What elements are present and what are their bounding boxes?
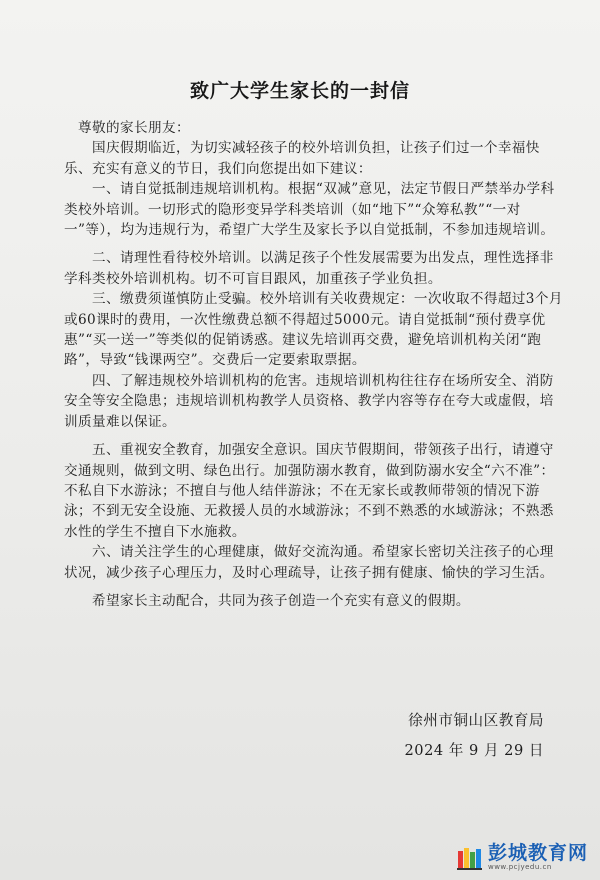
watermark-url: www.pcjyedu.cn <box>487 863 552 871</box>
letter-body <box>64 118 564 611</box>
paragraph-suggestion-2: 二、请理性看待校外培训。以满足孩子个性发展需要为出发点，理性选择非学科类校外培训机构。切不可盲目跟风，加重孩子学业负担。 <box>64 250 554 287</box>
letter-title: 致广大学生家长的一封信 <box>189 80 410 102</box>
paragraph-suggestion-6: 六、请关注学生的心理健康，做好交流沟通。希望家长密切关注孩子的心理状况，减少孩子心理压力，及时心理疏导，让孩子拥有健康、愉快的学习生活。 <box>64 544 554 581</box>
site-watermark <box>456 843 588 872</box>
paragraph-suggestion-1: 一、请自觉抵制违规培训机构。根据“双减”意见，法定节假日严禁举办学科类校外培训。一切形式的隐形变异学科类培训（如“地下”“众筹私教”“一对一”等），均为违规行为，希望广大学生及家长予以自觉抵制，不参加违规培训。 <box>64 181 555 239</box>
paragraph-gap <box>64 583 564 591</box>
salutation: 尊敬的家长朋友： <box>78 120 190 136</box>
paragraph-suggestion-3: 三、缴费须谨慎防止受骗。校外培训有关收费规定：一次收取不得超过3个月或60课时的费用，一次性缴费总额不得超过5000元。请自觉抵制“预付费享优惠”“买一送一”等类似的促销诱惑。建议先培训再交费，避免培训机构关闭“跑路”，导致“钱课两空”。交费后一定要索取票据。 <box>64 291 563 369</box>
paragraph-gap <box>64 432 564 440</box>
signature-organization: 徐州市铜山区教育局 <box>408 712 544 729</box>
paragraph-gap <box>64 240 564 248</box>
watermark-text-group <box>488 843 588 872</box>
paragraph-suggestion-5: 五、重视安全教育，加强安全意识。国庆节假期间，带领孩子出行，请遵守交通规则，做到文明、绿色出行。加强防溺水教育，做到防溺水安全“六不准”：不私自下水游泳；不擅自与他人结伴游泳；不在无家长或教师带领的情况下游泳；不到无安全设施、无救援人员的水域游泳；不到不熟悉的水域游泳；不熟悉水性的学生不擅自下水施救。 <box>64 442 555 540</box>
watermark-site-name: 彭城教育网 <box>487 842 588 864</box>
book-stack-icon <box>456 845 484 871</box>
signature-block <box>405 706 544 766</box>
paragraph-closing: 希望家长主动配合，共同为孩子创造一个充实有意义的假期。 <box>92 592 470 609</box>
paragraph-intro: 国庆假期临近，为切实减轻孩子的校外培训负担，让孩子们过一个幸福快乐、充实有意义的节日，我们向您提出如下建议： <box>64 140 540 177</box>
signature-date: 2024 年 9 月 29 日 <box>404 742 544 759</box>
paragraph-suggestion-4: 四、了解违规校外培训机构的危害。违规培训机构往往存在场所安全、消防安全等安全隐患；违规培训机构教学人员资格、教学内容等存在夸大或虚假，培训质量难以保证。 <box>64 372 554 430</box>
